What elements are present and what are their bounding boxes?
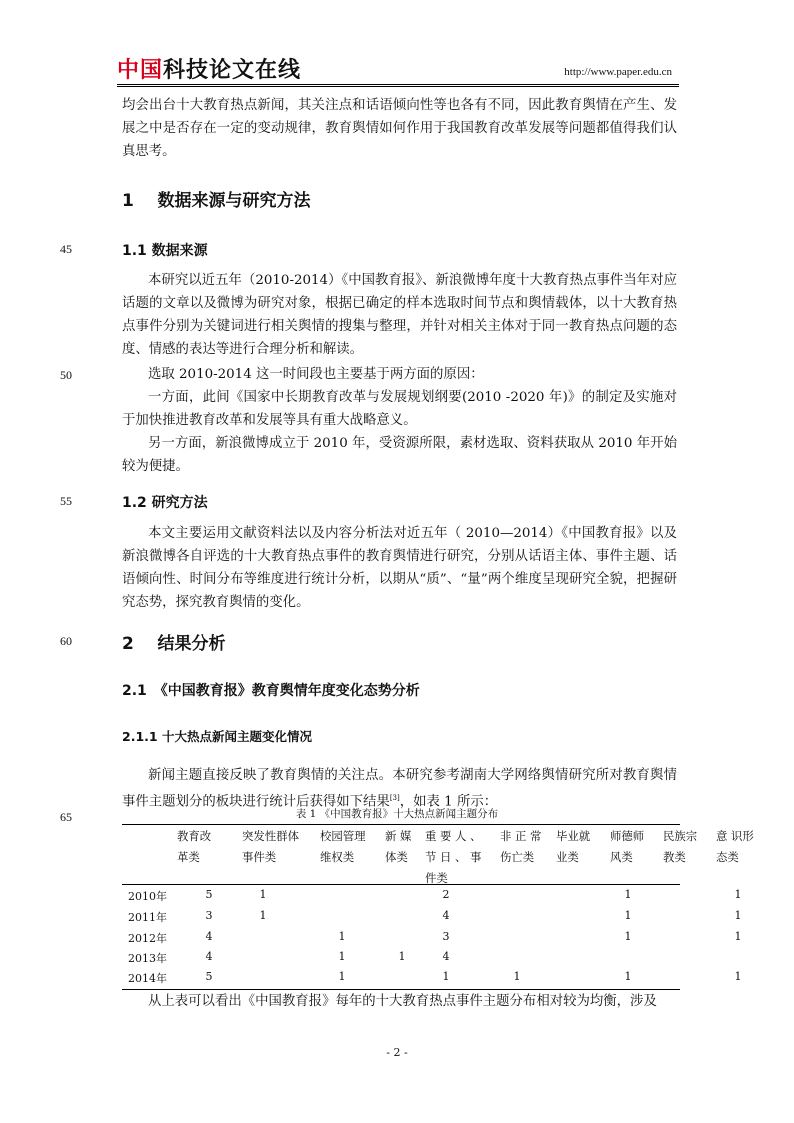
table-row-year: 2013年 (128, 952, 167, 965)
section-2-number: 2 (122, 634, 134, 654)
table-cell: 1 (259, 909, 267, 922)
table-header-cell (242, 826, 299, 868)
table-header-rule (122, 884, 680, 885)
table-cell: 4 (442, 909, 450, 922)
table-cell: 1 (624, 888, 632, 901)
header-rule (117, 84, 679, 85)
paragraph-7: 从上表可以看出《中国教育报》每年的十大教育热点事件主题分布相对较为均衡，涉及 (148, 994, 657, 1009)
table-row-year: 2014年 (128, 972, 167, 985)
table-cell: 1 (338, 970, 346, 983)
table-cell: 1 (513, 970, 521, 983)
table-cell: 1 (734, 970, 742, 983)
table-header-cell (425, 826, 481, 889)
table-header-line: 师德师 (610, 829, 645, 843)
section-1-number: 1 (122, 191, 134, 211)
table-header-line: 节 日 、 事 (425, 850, 482, 864)
line-number: 65 (60, 810, 72, 824)
table-header-line: 毕业就 (556, 829, 591, 843)
table-cell: 1 (734, 930, 742, 943)
table-cell: 4 (205, 930, 213, 943)
logo-red-text: 中国 (117, 58, 164, 83)
table-header-line: 件类 (425, 871, 448, 885)
table-header-line: 风类 (610, 850, 633, 864)
section-1-2-heading: 1.2 研究方法 (122, 495, 208, 511)
intro-paragraph: 均会出台十大教育热点新闻，其关注点和话语倾向性等也各有不同，因此教育舆情在产生、发展之中是否存在一定的变动规律，教育舆情如何作用于我国教育改革发展等问题都值得我们认真思考。 (122, 98, 677, 159)
section-2-heading (122, 629, 226, 654)
citation-ref[interactable]: [3] (389, 794, 400, 802)
table-row-year: 2010年 (128, 890, 167, 903)
table-header-cell (500, 826, 541, 868)
table-header-cell (663, 826, 697, 868)
table-header-line: 新 媒 (385, 829, 412, 843)
table-cell: 3 (205, 909, 213, 922)
table-cell: 1 (624, 909, 632, 922)
table-header-cell (177, 826, 211, 868)
page-number: - 2 - (386, 1046, 408, 1059)
table-row-year: 2011年 (128, 911, 167, 924)
table-header-line: 突发性群体 (242, 829, 299, 843)
paragraph-6-tail: ，如表 1 所示： (399, 794, 498, 810)
table-header-line: 伤亡类 (500, 850, 535, 864)
table-top-rule (122, 824, 680, 825)
logo-text: 科技论文在线 (163, 58, 302, 83)
table-header-cell (610, 826, 644, 868)
section-1-title: 数据来源与研究方法 (157, 191, 311, 211)
header-rule-thin (117, 86, 679, 87)
table-header-line: 教类 (663, 850, 686, 864)
table-header-line: 态类 (716, 850, 739, 864)
table-header-line: 重 要 人 、 (425, 829, 482, 843)
table-header-line: 维权类 (320, 850, 355, 864)
table-cell: 4 (205, 950, 213, 963)
header-url[interactable]: http://www.paper.edu.cn (564, 66, 672, 78)
table-header-cell (716, 826, 754, 868)
table-cell: 1 (398, 950, 406, 963)
paragraph-4: 另一方面，新浪微博成立于 2010 年，受资源所限，素材选取、资料获取从 2010 年开始较为便捷。 (122, 436, 677, 474)
table-header-line: 体类 (385, 850, 408, 864)
paragraph-1: 本研究以近五年（2010-2014）《中国教育报》、新浪微博年度十大教育热点事件当年对应话题的文章以及微博为研究对象，根据已确定的样本选取时间节点和舆情载体，以十大教育热点事件分别为关键词进行相关舆情的搜集与整理，并针对相关主体对于同一教育热点问题的态度、情感的表达等进行合理分析和解读。 (122, 273, 677, 357)
table-header-line: 业类 (556, 850, 579, 864)
table-cell: 1 (338, 950, 346, 963)
table-header-cell (556, 826, 590, 868)
table-header-line: 非 正 常 (500, 829, 542, 843)
table-cell: 1 (734, 909, 742, 922)
table-header-line: 校园管理 (320, 829, 366, 843)
table-cell: 1 (624, 930, 632, 943)
table-header-line: 革类 (177, 850, 200, 864)
table-header-line: 意 识形 (716, 829, 754, 843)
table-header-line: 教育改 (177, 829, 212, 843)
section-1-1-heading: 1.1 数据来源 (122, 243, 208, 259)
table-cell: 1 (734, 888, 742, 901)
table-header-cell (320, 826, 366, 868)
paragraph-3: 一方面，此间《国家中长期教育改革与发展规划纲要(2010 -2020 年)》的制定及实施对于加快推进教育改革和发展等具有重大战略意义。 (122, 390, 677, 428)
table-row-year: 2012年 (128, 932, 167, 945)
table-caption: 表 1 《中国教育报》十大热点新闻主题分布 (295, 808, 499, 820)
table-cell: 5 (205, 888, 213, 901)
paragraph-2: 选取 2010-2014 这一时间段也主要基于两方面的原因： (148, 367, 484, 382)
section-2-1-heading: 2.1 《中国教育报》教育舆情年度变化态势分析 (122, 683, 420, 699)
table-cell: 1 (259, 888, 267, 901)
line-number: 50 (60, 368, 72, 382)
table-header-line: 事件类 (242, 850, 277, 864)
line-number: 60 (60, 634, 72, 648)
table-cell: 1 (442, 970, 450, 983)
table-cell: 1 (338, 930, 346, 943)
table-header-cell (385, 826, 411, 868)
table-cell: 1 (624, 970, 632, 983)
table-cell: 5 (205, 970, 213, 983)
site-logo (117, 56, 301, 86)
paragraph-5: 本文主要运用文献资料法以及内容分析法对近五年（ 2010—2014）《中国教育报》以及新浪微博各自评选的十大教育热点事件的教育舆情进行研究，分别从话语主体、事件主题、话语倾向性、时间分布等维度进行统计分析，以期从“质”、“量”两个维度呈现研究全貌，把握研究态势，探究教育舆情的变化。 (122, 526, 677, 610)
table-cell: 4 (442, 950, 450, 963)
section-2-1-1-heading: 2.1.1 十大热点新闻主题变化情况 (122, 729, 312, 744)
section-2-title: 结果分析 (157, 634, 226, 654)
table-cell: 3 (442, 930, 450, 943)
line-number: 55 (60, 494, 72, 508)
paragraph-6-text: 新闻主题直接反映了教育舆情的关注点。本研究参考湖南大学网络舆情研究所对教育舆情事件主题划分的板块进行统计后获得如下结果 (122, 768, 677, 810)
section-1-heading (122, 186, 311, 211)
table-header-line: 民族宗 (663, 829, 698, 843)
line-number: 45 (60, 242, 72, 256)
table-cell: 2 (442, 888, 450, 901)
